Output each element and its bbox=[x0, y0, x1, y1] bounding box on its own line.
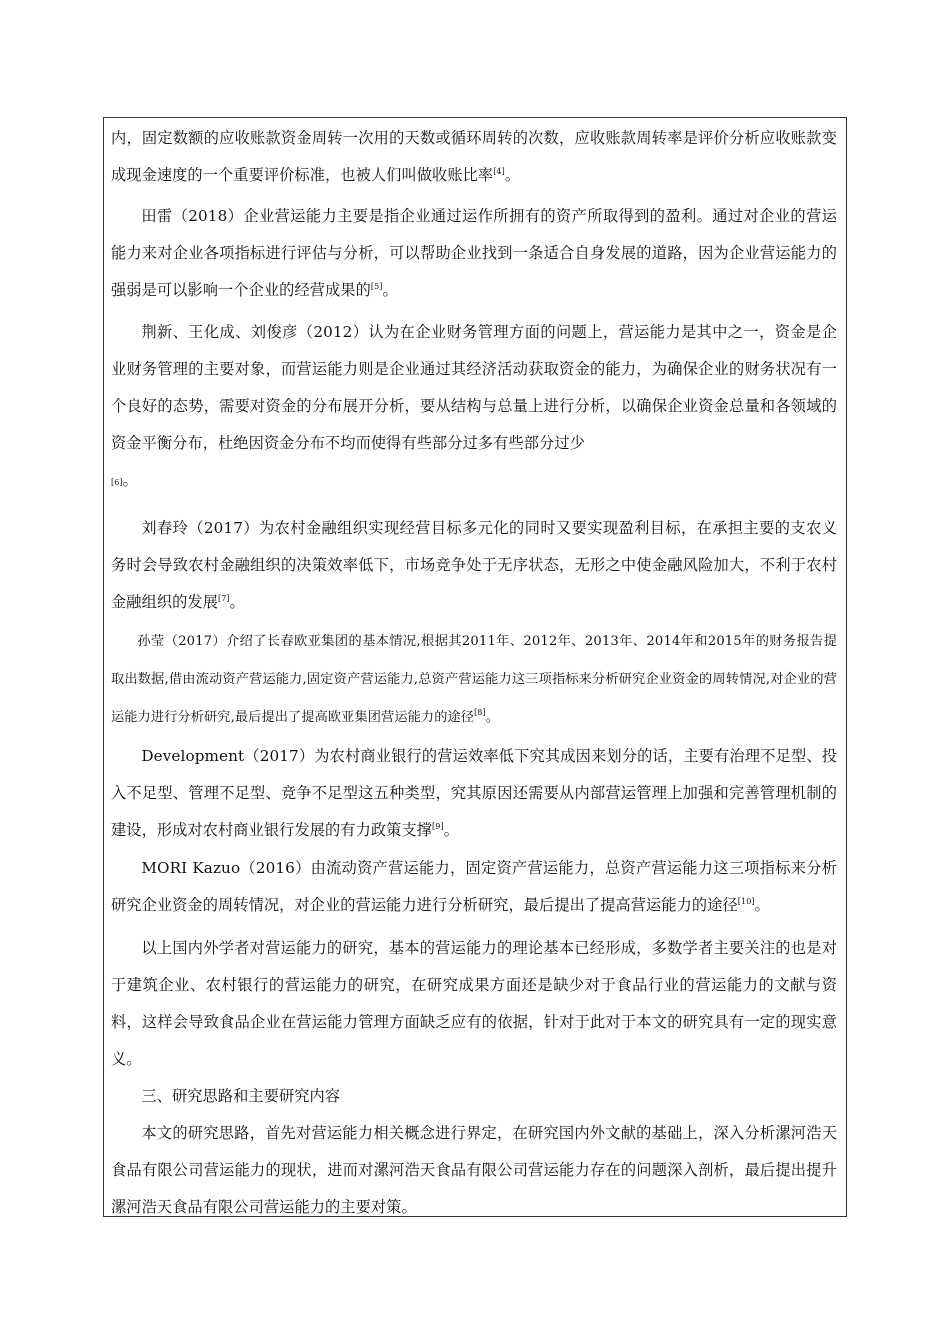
citation-6: [6] bbox=[111, 478, 123, 487]
paragraph-receivables bbox=[111, 120, 837, 194]
paragraph-summary: 以上国内外学者对营运能力的研究，基本的营运能力的理论基本已经形成，多数学者主要关注的也是对于建筑企业、农村银行的营运能力的研究，在研究成果方面还是缺少对于食品行业的营运能力的文献与资料，这样会导致食品企业在营运能力管理方面缺乏应有的依据，针对于此对于本文的研究具有一定的现实意义。 bbox=[111, 939, 837, 1068]
paragraph-text: 孙莹（2017）介绍了长春欧亚集团的基本情况,根据其2011年、2012年、2013年、2014年和2015年的财务报告提取出数据,借由流动资产营运能力,固定资产营运能力,总资产营运能力这三项指标来分析研究企业资金的周转情况,对企业的营运能力进行分析研究,最后提出了提高欧亚集团营运能力的途径 bbox=[111, 634, 837, 725]
paragraph-mori-kazuo bbox=[111, 850, 837, 924]
citation-5: [5] bbox=[370, 282, 383, 291]
paragraph-development bbox=[111, 738, 837, 849]
paragraph-sunying bbox=[111, 623, 837, 737]
paragraph-liuchunling bbox=[111, 510, 837, 621]
citation-7: [7] bbox=[218, 594, 230, 603]
paragraph-text: 刘春玲（2017）为农村金融组织实现经营目标多元化的同时又要实现盈利目标，在承担主要的支农义务时会导致农村金融组织的决策效率低下，市场竞争处于无序状态，无形之中使金融风险加大，不利于农村金融组织的发展 bbox=[111, 519, 837, 611]
citation-8: [8] bbox=[474, 708, 486, 717]
citation-9: [9] bbox=[432, 822, 444, 831]
paragraph-end: 。 bbox=[382, 281, 398, 299]
paragraph-text: MORI Kazuo（2016）由流动资产营运能力，固定资产营运能力，总资产营运能力这三项指标来分析研究企业资金的周转情况，对企业的营运能力进行分析研究，最后提出了提高营运能力的途径 bbox=[111, 859, 837, 914]
paragraph-text: 内，固定数额的应收账款资金周转一次用的天数或循环周转的次数，应收账款周转率是评价分析应收账款变成现金速度的一个重要评价标准，也被人们叫做收账比率 bbox=[111, 129, 837, 184]
paragraph-text: Development（2017）为农村商业银行的营运效率低下究其成因来划分的话，主要有治理不足型、投入不足型、管理不足型、竞争不足型这五种类型，究其原因还需要从内部营运管理上加强和完善管理机制的建设，形成对农村商业银行发展的有力政策支撑 bbox=[111, 747, 837, 839]
citation-4: [4] bbox=[493, 167, 505, 176]
paragraph-end: 。 bbox=[754, 896, 770, 914]
paragraph-end: 。 bbox=[504, 166, 521, 184]
paragraph-text: 田雷（2018）企业营运能力主要是指企业通过运作所拥有的资产所取得到的盈利。通过对企业的营运能力来对企业各项指标进行评估与分析，可以帮助企业找到一条适合自身发展的道路，因为企业营运能力的强弱是可以影响一个企业的经营成果的 bbox=[111, 207, 837, 299]
document-body bbox=[111, 120, 837, 1226]
paragraph-text: 荆新、王化成、刘俊彦（2012）认为在企业财务管理方面的问题上，营运能力是其中之一，资金是企业财务管理的主要对象，而营运能力则是企业通过其经济活动获取资金的能力，为确保企业的财务状况有一个良好的态势，需要对资金的分布展开分析，要从结构与总量上进行分析，以确保企业资金总量和各领域的资金平衡分布，杜绝因资金分布不均而使得有些部分过多有些部分过少 bbox=[111, 323, 837, 452]
paragraph-tianlei bbox=[111, 198, 837, 309]
paragraph-jingxin bbox=[111, 314, 837, 501]
citation-10: [10] bbox=[737, 897, 755, 906]
paragraph-end: 。 bbox=[229, 593, 245, 611]
paragraph-research-approach: 本文的研究思路，首先对营运能力相关概念进行界定，在研究国内外文献的基础上，深入分析漯河浩天食品有限公司营运能力的现状，进而对漯河浩天食品有限公司营运能力存在的问题深入剖析，最后提出提升漯河浩天食品有限公司营运能力的主要对策。 bbox=[111, 1124, 837, 1216]
section-heading: 三、研究思路和主要研究内容 bbox=[141, 1087, 341, 1105]
paragraph-end: 。 bbox=[122, 471, 138, 489]
paragraph-end: 。 bbox=[485, 710, 499, 725]
paragraph-end: 。 bbox=[443, 821, 459, 839]
